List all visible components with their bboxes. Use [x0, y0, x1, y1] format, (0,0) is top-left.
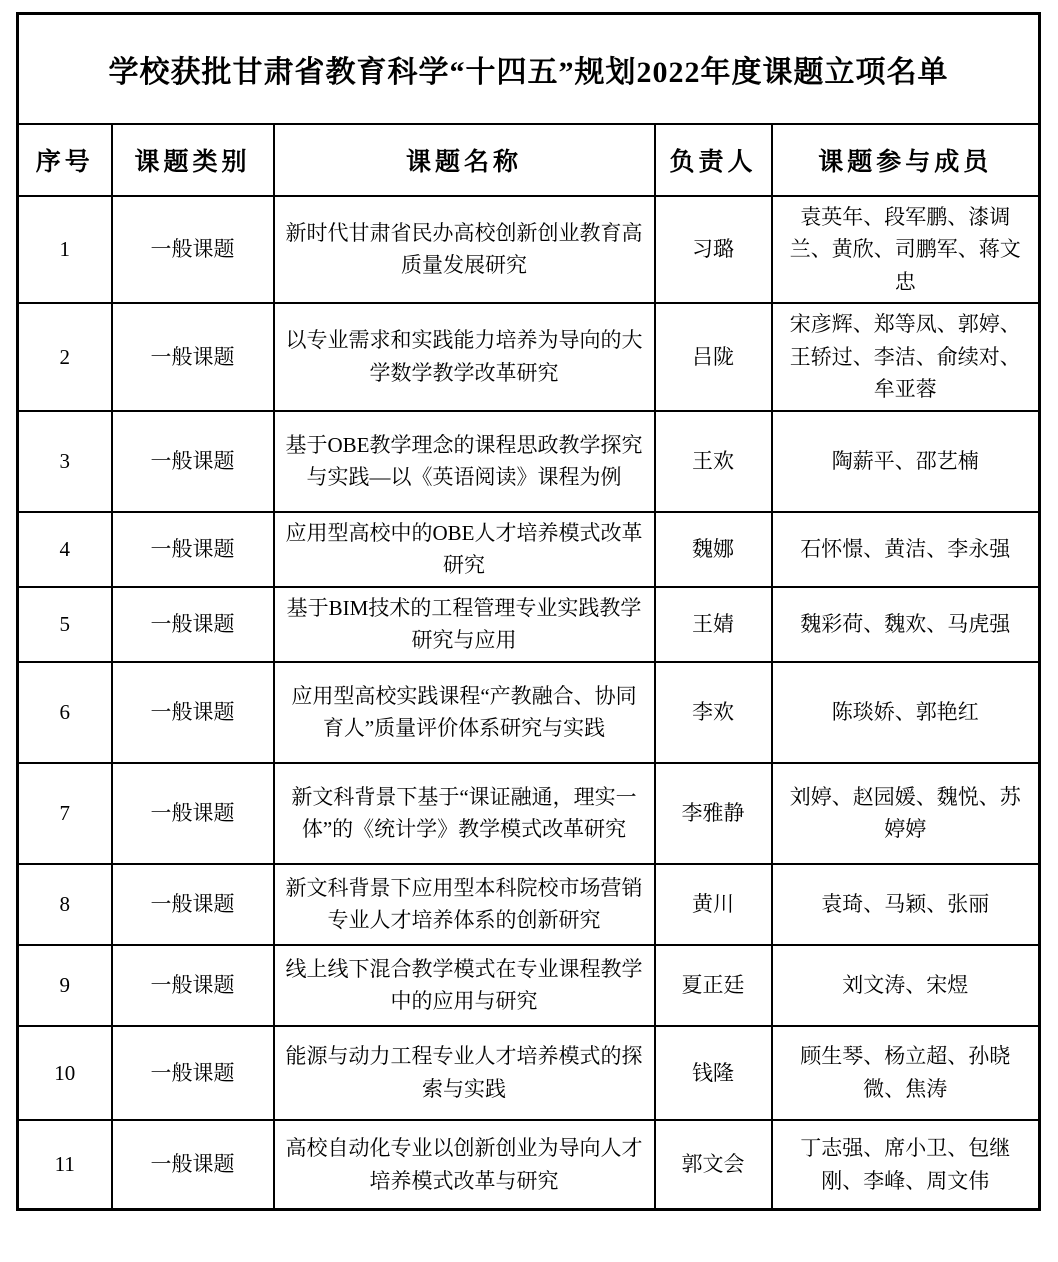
members-cell: 袁琦、马颖、张丽 — [772, 864, 1040, 945]
category-cell: 一般课题 — [112, 303, 274, 411]
table-row — [18, 763, 1040, 864]
leader-cell: 习璐 — [655, 196, 772, 304]
header-seq: 序号 — [18, 124, 112, 196]
table-row — [18, 196, 1040, 304]
members-cell: 魏彩荷、魏欢、马虎强 — [772, 587, 1040, 662]
seq-cell: 2 — [18, 303, 112, 411]
members-cell: 丁志强、席小卫、包继刚、李峰、周文伟 — [772, 1120, 1040, 1210]
seq-cell: 3 — [18, 411, 112, 512]
category-cell: 一般课题 — [112, 864, 274, 945]
leader-cell: 吕陇 — [655, 303, 772, 411]
header-name: 课题名称 — [274, 124, 655, 196]
name-cell: 能源与动力工程专业人才培养模式的探索与实践 — [274, 1026, 655, 1120]
leader-cell: 魏娜 — [655, 512, 772, 587]
category-cell: 一般课题 — [112, 763, 274, 864]
category-cell: 一般课题 — [112, 587, 274, 662]
members-cell: 宋彦辉、郑等凤、郭婷、王轿过、李洁、俞续对、牟亚蓉 — [772, 303, 1040, 411]
leader-cell: 王欢 — [655, 411, 772, 512]
seq-cell: 6 — [18, 662, 112, 763]
members-cell: 陶薪平、邵艺楠 — [772, 411, 1040, 512]
table-row — [18, 1120, 1040, 1210]
members-cell: 陈琰娇、郭艳红 — [772, 662, 1040, 763]
header-category: 课题类别 — [112, 124, 274, 196]
members-cell: 石怀憬、黄洁、李永强 — [772, 512, 1040, 587]
seq-cell: 11 — [18, 1120, 112, 1210]
category-cell: 一般课题 — [112, 196, 274, 304]
name-cell: 新时代甘肃省民办高校创新创业教育高质量发展研究 — [274, 196, 655, 304]
name-cell: 新文科背景下应用型本科院校市场营销专业人才培养体系的创新研究 — [274, 864, 655, 945]
page-title: 学校获批甘肃省教育科学“十四五”规划2022年度课题立项名单 — [18, 14, 1040, 124]
table-row — [18, 864, 1040, 945]
leader-cell: 郭文会 — [655, 1120, 772, 1210]
table-row — [18, 411, 1040, 512]
seq-cell: 7 — [18, 763, 112, 864]
table-row — [18, 662, 1040, 763]
table-title-row — [18, 14, 1040, 124]
table-row — [18, 945, 1040, 1026]
header-leader: 负责人 — [655, 124, 772, 196]
name-cell: 高校自动化专业以创新创业为导向人才培养模式改革与研究 — [274, 1120, 655, 1210]
members-cell: 袁英年、段军鹏、漆调兰、黄欣、司鹏军、蒋文忠 — [772, 196, 1040, 304]
leader-cell: 李欢 — [655, 662, 772, 763]
name-cell: 基于OBE教学理念的课程思政教学探究与实践—以《英语阅读》课程为例 — [274, 411, 655, 512]
project-roster-table — [16, 12, 1041, 1211]
seq-cell: 5 — [18, 587, 112, 662]
name-cell: 以专业需求和实践能力培养为导向的大学数学教学改革研究 — [274, 303, 655, 411]
name-cell: 应用型高校中的OBE人才培养模式改革研究 — [274, 512, 655, 587]
table-row — [18, 512, 1040, 587]
category-cell: 一般课题 — [112, 1120, 274, 1210]
category-cell: 一般课题 — [112, 1026, 274, 1120]
members-cell: 刘文涛、宋煜 — [772, 945, 1040, 1026]
name-cell: 基于BIM技术的工程管理专业实践教学研究与应用 — [274, 587, 655, 662]
leader-cell: 夏正廷 — [655, 945, 772, 1026]
table-row — [18, 587, 1040, 662]
table-header-row — [18, 124, 1040, 196]
category-cell: 一般课题 — [112, 411, 274, 512]
seq-cell: 8 — [18, 864, 112, 945]
name-cell: 新文科背景下基于“课证融通，理实一体”的《统计学》教学模式改革研究 — [274, 763, 655, 864]
seq-cell: 10 — [18, 1026, 112, 1120]
members-cell: 顾生琴、杨立超、孙晓微、焦涛 — [772, 1026, 1040, 1120]
leader-cell: 王婧 — [655, 587, 772, 662]
leader-cell: 钱隆 — [655, 1026, 772, 1120]
seq-cell: 9 — [18, 945, 112, 1026]
seq-cell: 1 — [18, 196, 112, 304]
table-row — [18, 1026, 1040, 1120]
name-cell: 应用型高校实践课程“产教融合、协同育人”质量评价体系研究与实践 — [274, 662, 655, 763]
category-cell: 一般课题 — [112, 662, 274, 763]
members-cell: 刘婷、赵园媛、魏悦、苏婷婷 — [772, 763, 1040, 864]
table-row — [18, 303, 1040, 411]
name-cell: 线上线下混合教学模式在专业课程教学中的应用与研究 — [274, 945, 655, 1026]
header-members: 课题参与成员 — [772, 124, 1040, 196]
category-cell: 一般课题 — [112, 945, 274, 1026]
category-cell: 一般课题 — [112, 512, 274, 587]
leader-cell: 黄川 — [655, 864, 772, 945]
seq-cell: 4 — [18, 512, 112, 587]
leader-cell: 李雅静 — [655, 763, 772, 864]
